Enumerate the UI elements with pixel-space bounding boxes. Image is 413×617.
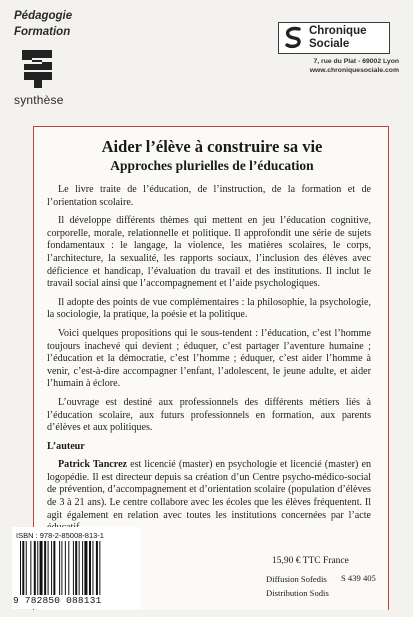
price: 15,90 € TTC France [272, 556, 349, 566]
publisher-name-line-2: Sociale [309, 38, 350, 50]
diffusion-label: Diffusion Sofedis [266, 574, 327, 584]
book-subtitle: Approches plurielles de l’éducation [110, 158, 314, 173]
series-label: synthèse [14, 93, 64, 107]
barcode-digits: 9 782850 088131 [13, 595, 102, 606]
publisher-logo-box [278, 22, 390, 54]
publisher-address: 7, rue du Plat - 69002 Lyon [313, 58, 399, 65]
barcode-bars-icon [20, 541, 132, 595]
publisher-name [309, 25, 367, 51]
isbn-label: ISBN : 978-2-85008-813-1 [16, 531, 104, 540]
publisher-contact [310, 57, 399, 75]
author-name: Patrick Tancrez [58, 459, 128, 471]
paragraph: Il adopte des points de vue complémentaires : la philosophie, la psychologie, la sociologie, la pratique, la poésie et la politique. [47, 296, 371, 321]
paragraph: Il développe différents thèmes qui mettent en jeu l’éducation cognitive, corporelle, morale, relationnelle et politique. Il approfondit une série de sujets fondamentaux : le langage, la violence, les matières scolaires, le corps, l’architecture, la sexualité, les rapports sociaux, l’inclusion des élèves avec déficience et handicap, l’évaluation du travail et des institutions. Il inclut le travail social ainsi que l’accompagnement et l’aide psychologiques. [47, 215, 371, 290]
paragraph: Voici quelques propositions qui le sous-tendent : l’éducation, c’est l’homme toujours inachevé qui devient ; éduquer, c’est partager l’aventure humaine ; l’éducation et la démocratie, c’est l’homme ; éduquer, c’est aider l’homme à venir, c’est-à-dire accompagner l’enfant, l’adolescent, le jeune adulte, et aider l’humain à éclore. [47, 327, 371, 390]
book-title: Aider l’élève à construire sa vie [101, 137, 323, 156]
collection-logo-icon [18, 48, 58, 90]
collection-line-2: Formation [14, 26, 71, 38]
book-description [47, 184, 371, 541]
collection-line-1: Pédagogie [14, 10, 73, 22]
distribution-label: Distribution Sodis [266, 587, 329, 598]
reference-code: S 439 405 [341, 573, 376, 583]
barcode [12, 527, 140, 609]
distribution-info [266, 573, 329, 600]
paragraph: Le livre traite de l’éducation, de l’instruction, de la formation et de l’orientation scolaire. [47, 184, 371, 208]
collection-label [14, 8, 72, 40]
publisher-swirl-icon [283, 26, 305, 50]
author-bio: est licencié (master) en psychologie et licencié (master) en logopédie. Il est directeur depuis sa création d’un Centre psycho-médico-social de prévention, d’accompagnement et d’orientation scolaire (population d’élèves de 3 à 21 ans). Le centre collabore avec les écoles que les élèves fréquentent. Il agit également en relation avec toutes les institutions concernées par l’acte [47, 459, 371, 521]
author-bio-paragraph [47, 459, 371, 535]
paragraph: L’ouvrage est destiné aux professionnels des différents métiers liés à l’éducation scolaire, aux futurs professionnels en formation, aux parents d’élèves et aux politiques. [47, 396, 371, 434]
publisher-website: www.chroniquesociale.com [309, 67, 399, 74]
author-heading: L’auteur [47, 440, 85, 452]
publisher-name-line-1: Chronique [309, 25, 367, 37]
